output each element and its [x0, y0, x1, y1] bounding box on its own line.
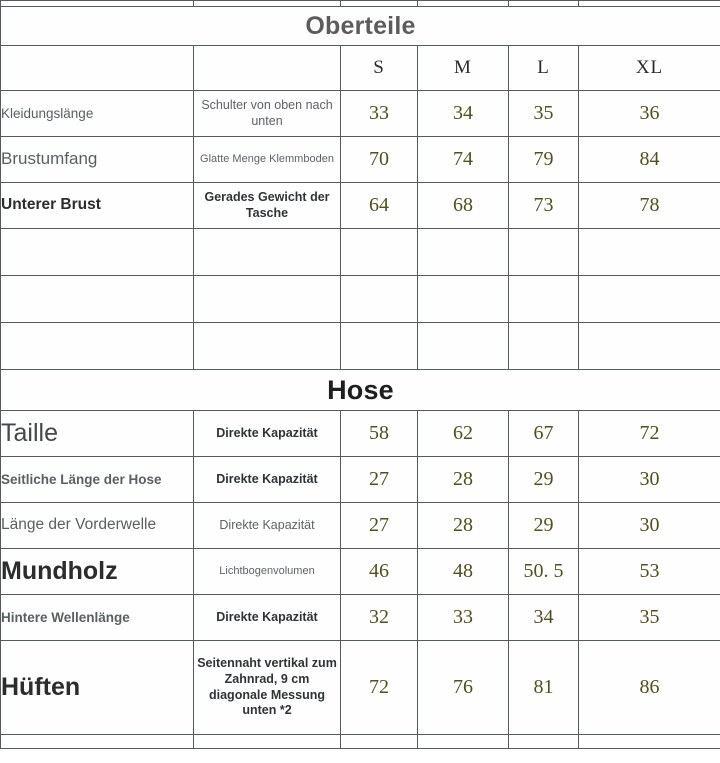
row-label: Mundholz: [1, 549, 194, 595]
row-value-xl: [579, 229, 720, 276]
row-value-s: 32: [341, 595, 418, 641]
row-value-xl: 72: [579, 411, 720, 457]
row-value-m: 28: [418, 457, 509, 503]
table-row: [1, 411, 720, 457]
row-description: Direkte Kapazität: [194, 503, 341, 549]
row-label: Seitliche Länge der Hose: [1, 457, 194, 503]
row-value-l: 29: [509, 457, 579, 503]
row-value-xl: [579, 276, 720, 323]
table-row-empty: [1, 276, 720, 323]
row-value-s: [341, 323, 418, 370]
row-label: [1, 229, 194, 276]
size-header-blank-label: [1, 46, 194, 91]
row-value-l: 34: [509, 595, 579, 641]
table-row-empty: [1, 229, 720, 276]
size-header-blank-desc: [194, 46, 341, 91]
table-row: [1, 503, 720, 549]
row-value-l: [509, 229, 579, 276]
table-row: [1, 457, 720, 503]
row-value-xl: 36: [579, 91, 720, 137]
row-description: Direkte Kapazität: [194, 411, 341, 457]
table-row-partial-bottom: [1, 735, 720, 749]
row-value-s: [341, 276, 418, 323]
row-label: [1, 276, 194, 323]
row-label: [1, 323, 194, 370]
row-value-s: 33: [341, 91, 418, 137]
row-description: Seitennaht vertikal zum Zahnrad, 9 cm diagonale Messung unten *2: [194, 641, 341, 735]
row-value-xl: 30: [579, 457, 720, 503]
row-value-xl: [579, 323, 720, 370]
row-value-m: 48: [418, 549, 509, 595]
row-label: Hintere Wellenlänge: [1, 595, 194, 641]
row-value-l: [509, 323, 579, 370]
table-row: [1, 183, 720, 229]
row-label: Länge der Vorderwelle: [1, 503, 194, 549]
cell-partial-bottom-desc: [194, 735, 341, 749]
size-header-m: M: [418, 46, 509, 91]
row-description: Glatte Menge Klemmboden: [194, 137, 341, 183]
row-value-m: 34: [418, 91, 509, 137]
row-value-xl: 30: [579, 503, 720, 549]
row-description: Direkte Kapazität: [194, 457, 341, 503]
row-label: Kleidungslänge: [1, 91, 194, 137]
row-value-m: 28: [418, 503, 509, 549]
table-row: [1, 91, 720, 137]
row-label: Taille: [1, 411, 194, 457]
row-value-s: 64: [341, 183, 418, 229]
table-row: [1, 549, 720, 595]
row-description: [194, 323, 341, 370]
table-row: [1, 595, 720, 641]
row-value-m: 76: [418, 641, 509, 735]
row-value-xl: 84: [579, 137, 720, 183]
row-value-l: 50. 5: [509, 549, 579, 595]
row-value-s: 27: [341, 457, 418, 503]
row-label: Brustumfang: [1, 137, 194, 183]
row-value-m: [418, 276, 509, 323]
cell-partial-bottom-label: [1, 735, 194, 749]
table-row: [1, 641, 720, 735]
cell-partial-bottom-xl: [579, 735, 720, 749]
row-value-xl: 35: [579, 595, 720, 641]
row-value-l: [509, 276, 579, 323]
row-value-xl: 53: [579, 549, 720, 595]
cell-partial-bottom-s: [341, 735, 418, 749]
row-description: [194, 276, 341, 323]
row-description: Schulter von oben nach unten: [194, 91, 341, 137]
row-value-l: 81: [509, 641, 579, 735]
row-value-xl: 86: [579, 641, 720, 735]
row-value-s: 72: [341, 641, 418, 735]
table-row: [1, 137, 720, 183]
size-header-row: [1, 46, 720, 91]
row-value-s: 70: [341, 137, 418, 183]
row-description: Direkte Kapazität: [194, 595, 341, 641]
size-header-xl: XL: [579, 46, 720, 91]
row-value-l: 79: [509, 137, 579, 183]
row-value-l: 67: [509, 411, 579, 457]
row-value-m: 62: [418, 411, 509, 457]
section-title-tops: Oberteile: [1, 7, 720, 46]
cell-partial-bottom-l: [509, 735, 579, 749]
row-description: [194, 229, 341, 276]
row-description: Lichtbogenvolumen: [194, 549, 341, 595]
row-value-m: 68: [418, 183, 509, 229]
row-value-m: [418, 229, 509, 276]
size-header-s: S: [341, 46, 418, 91]
row-label: Unterer Brust: [1, 183, 194, 229]
section-header-row-tops: [1, 7, 720, 46]
row-value-s: 58: [341, 411, 418, 457]
section-header-row-pants: [1, 370, 720, 411]
row-value-l: 35: [509, 91, 579, 137]
row-value-l: 29: [509, 503, 579, 549]
size-header-l: L: [509, 46, 579, 91]
row-value-s: 46: [341, 549, 418, 595]
row-value-xl: 78: [579, 183, 720, 229]
row-description: Gerades Gewicht der Tasche: [194, 183, 341, 229]
table-row-empty: [1, 323, 720, 370]
row-value-s: 27: [341, 503, 418, 549]
row-value-m: [418, 323, 509, 370]
row-value-s: [341, 229, 418, 276]
cell-partial-bottom-m: [418, 735, 509, 749]
row-value-m: 33: [418, 595, 509, 641]
row-value-m: 74: [418, 137, 509, 183]
row-value-l: 73: [509, 183, 579, 229]
row-label: Hüften: [1, 641, 194, 735]
section-title-pants: Hose: [1, 370, 720, 411]
